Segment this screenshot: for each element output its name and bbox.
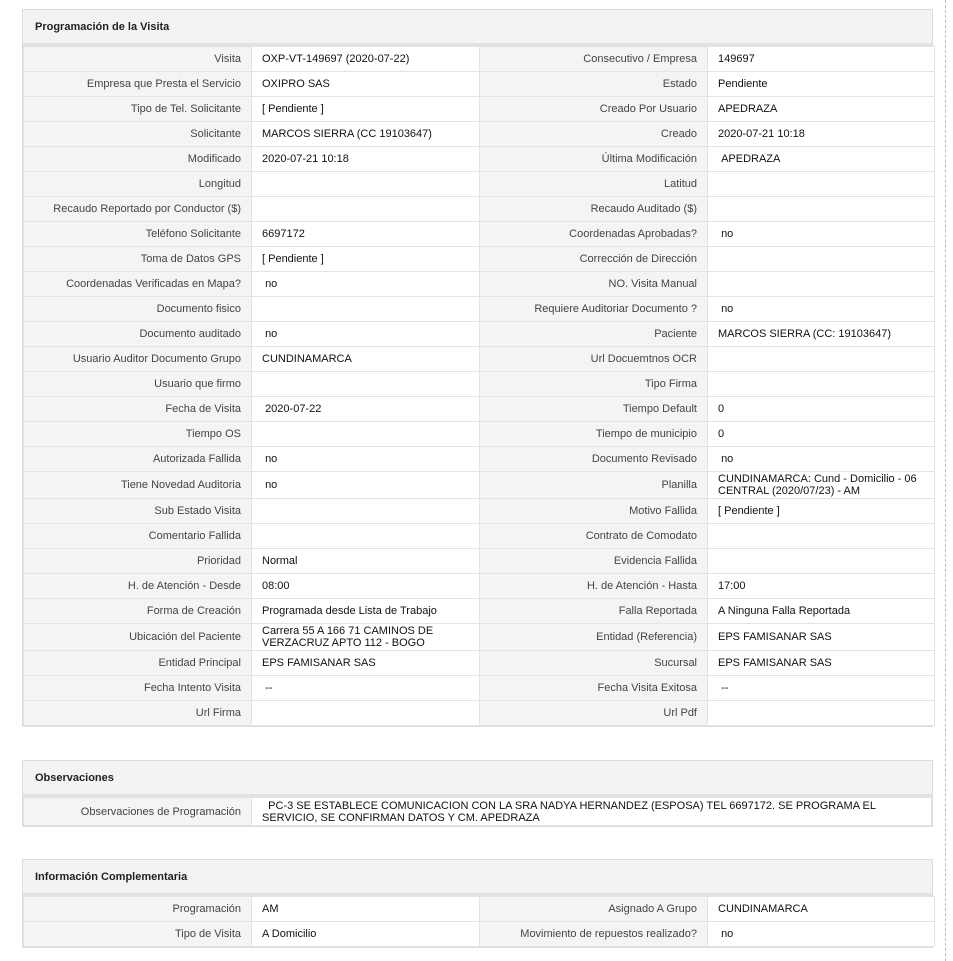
table-row xyxy=(24,651,935,676)
field-label: Paciente xyxy=(480,322,708,347)
field-value: -- xyxy=(708,676,935,701)
field-label: Contrato de Comodato xyxy=(480,524,708,549)
field-label: Toma de Datos GPS xyxy=(24,247,252,272)
table-row xyxy=(24,922,935,947)
field-label: Coordenadas Verificadas en Mapa? xyxy=(24,272,252,297)
field-label: Autorizada Fallida xyxy=(24,447,252,472)
field-value xyxy=(708,347,935,372)
field-value xyxy=(252,499,480,524)
field-label: Tipo de Visita xyxy=(24,922,252,947)
observaciones-table xyxy=(23,797,932,826)
field-label: Ubicación del Paciente xyxy=(24,624,252,651)
field-label: Entidad (Referencia) xyxy=(480,624,708,651)
field-label: Requiere Auditoriar Documento ? xyxy=(480,297,708,322)
field-value: no xyxy=(252,322,480,347)
field-value xyxy=(252,422,480,447)
field-label: Coordenadas Aprobadas? xyxy=(480,222,708,247)
observaciones-panel xyxy=(22,760,933,827)
field-value: no xyxy=(708,222,935,247)
field-value xyxy=(252,172,480,197)
table-row xyxy=(24,147,935,172)
field-label: Tiempo Default xyxy=(480,397,708,422)
field-label: Url Docuemtnos OCR xyxy=(480,347,708,372)
field-value: no xyxy=(708,447,935,472)
field-value: Carrera 55 A 166 71 CAMINOS DE VERZACRUZ APTO 112 - BOGO xyxy=(252,624,480,651)
field-label: Programación xyxy=(24,897,252,922)
table-row xyxy=(24,798,932,826)
field-label: Falla Reportada xyxy=(480,599,708,624)
field-label: Entidad Principal xyxy=(24,651,252,676)
table-row xyxy=(24,524,935,549)
field-label: Prioridad xyxy=(24,549,252,574)
table-row xyxy=(24,47,935,72)
field-label: Fecha Visita Exitosa xyxy=(480,676,708,701)
field-label: Documento fisico xyxy=(24,297,252,322)
field-label: Documento Revisado xyxy=(480,447,708,472)
field-label: Creado Por Usuario xyxy=(480,97,708,122)
table-row xyxy=(24,897,935,922)
field-value: -- xyxy=(252,676,480,701)
field-value: 6697172 xyxy=(252,222,480,247)
field-label: Tiempo de municipio xyxy=(480,422,708,447)
field-value: CUNDINAMARCA xyxy=(252,347,480,372)
field-value: Pendiente xyxy=(708,72,935,97)
table-row xyxy=(24,574,935,599)
field-label: Visita xyxy=(24,47,252,72)
table-row xyxy=(24,347,935,372)
field-value xyxy=(708,701,935,726)
field-value xyxy=(708,549,935,574)
field-value: OXIPRO SAS xyxy=(252,72,480,97)
table-row xyxy=(24,472,935,499)
field-value: MARCOS SIERRA (CC: 19103647) xyxy=(708,322,935,347)
field-value xyxy=(252,372,480,397)
observaciones-label: Observaciones de Programación xyxy=(24,798,252,826)
table-row xyxy=(24,297,935,322)
table-row xyxy=(24,72,935,97)
programacion-table xyxy=(23,46,935,726)
field-value: APEDRAZA xyxy=(708,147,935,172)
field-value xyxy=(708,172,935,197)
field-label: Estado xyxy=(480,72,708,97)
table-row xyxy=(24,624,935,651)
field-label: Tipo Firma xyxy=(480,372,708,397)
table-row xyxy=(24,701,935,726)
field-label: Usuario que firmo xyxy=(24,372,252,397)
field-value: OXP-VT-149697 (2020-07-22) xyxy=(252,47,480,72)
field-value xyxy=(252,197,480,222)
observaciones-value: PC-3 SE ESTABLECE COMUNICACION CON LA SRA NADYA HERNANDEZ (ESPOSA) TEL 6697172. SE PROGRAMA EL SERVICIO, SE CONFIRMAN DATOS Y CM. APEDRAZA xyxy=(252,798,932,826)
field-value: MARCOS SIERRA (CC 19103647) xyxy=(252,122,480,147)
field-label: Empresa que Presta el Servicio xyxy=(24,72,252,97)
field-value xyxy=(252,701,480,726)
field-value: CUNDINAMARCA xyxy=(708,897,935,922)
field-value: no xyxy=(252,272,480,297)
field-value: no xyxy=(252,472,480,499)
field-label: Consecutivo / Empresa xyxy=(480,47,708,72)
complementaria-table xyxy=(23,896,935,947)
table-row xyxy=(24,122,935,147)
field-value xyxy=(708,247,935,272)
field-value xyxy=(252,297,480,322)
field-value: APEDRAZA xyxy=(708,97,935,122)
field-label: H. de Atención - Hasta xyxy=(480,574,708,599)
field-label: Creado xyxy=(480,122,708,147)
field-label: NO. Visita Manual xyxy=(480,272,708,297)
table-row xyxy=(24,247,935,272)
field-value xyxy=(708,372,935,397)
field-value: A Domicilio xyxy=(252,922,480,947)
complementaria-title: Información Complementaria xyxy=(23,860,932,896)
field-value: no xyxy=(708,297,935,322)
field-value: 0 xyxy=(708,397,935,422)
field-value: 17:00 xyxy=(708,574,935,599)
field-label: Asignado A Grupo xyxy=(480,897,708,922)
field-value: CUNDINAMARCA: Cund - Domicilio - 06 CENTRAL (2020/07/23) - AM xyxy=(708,472,935,499)
field-label: Tiene Novedad Auditoria xyxy=(24,472,252,499)
field-label: Modificado xyxy=(24,147,252,172)
page-edge-dashed-line xyxy=(945,0,946,961)
field-label: Movimiento de repuestos realizado? xyxy=(480,922,708,947)
field-label: Evidencia Fallida xyxy=(480,549,708,574)
field-label: Teléfono Solicitante xyxy=(24,222,252,247)
field-label: Sucursal xyxy=(480,651,708,676)
field-value xyxy=(708,524,935,549)
field-label: Tipo de Tel. Solicitante xyxy=(24,97,252,122)
field-label: Motivo Fallida xyxy=(480,499,708,524)
field-label: Solicitante xyxy=(24,122,252,147)
field-value: 149697 xyxy=(708,47,935,72)
field-value: Normal xyxy=(252,549,480,574)
field-value: 2020-07-22 xyxy=(252,397,480,422)
field-value: EPS FAMISANAR SAS xyxy=(708,624,935,651)
field-label: Longitud xyxy=(24,172,252,197)
field-value: A Ninguna Falla Reportada xyxy=(708,599,935,624)
field-value xyxy=(708,197,935,222)
table-row xyxy=(24,422,935,447)
table-row xyxy=(24,322,935,347)
table-row xyxy=(24,97,935,122)
field-value: no xyxy=(252,447,480,472)
field-value: 2020-07-21 10:18 xyxy=(708,122,935,147)
table-row xyxy=(24,272,935,297)
field-label: Recaudo Auditado ($) xyxy=(480,197,708,222)
table-row xyxy=(24,447,935,472)
field-label: Fecha de Visita xyxy=(24,397,252,422)
table-row xyxy=(24,222,935,247)
field-label: H. de Atención - Desde xyxy=(24,574,252,599)
field-value: 08:00 xyxy=(252,574,480,599)
table-row xyxy=(24,197,935,222)
field-value: 0 xyxy=(708,422,935,447)
table-row xyxy=(24,499,935,524)
observaciones-title: Observaciones xyxy=(23,761,932,797)
field-value: EPS FAMISANAR SAS xyxy=(252,651,480,676)
table-row xyxy=(24,397,935,422)
field-value: EPS FAMISANAR SAS xyxy=(708,651,935,676)
field-value: [ Pendiente ] xyxy=(252,247,480,272)
field-label: Url Pdf xyxy=(480,701,708,726)
field-label: Última Modificación xyxy=(480,147,708,172)
table-row xyxy=(24,372,935,397)
field-value xyxy=(708,272,935,297)
field-value: 2020-07-21 10:18 xyxy=(252,147,480,172)
field-label: Recaudo Reportado por Conductor ($) xyxy=(24,197,252,222)
field-value: Programada desde Lista de Trabajo xyxy=(252,599,480,624)
complementaria-panel xyxy=(22,859,933,948)
table-row xyxy=(24,172,935,197)
field-label: Tiempo OS xyxy=(24,422,252,447)
field-label: Comentario Fallida xyxy=(24,524,252,549)
field-label: Planilla xyxy=(480,472,708,499)
field-label: Url Firma xyxy=(24,701,252,726)
programacion-title: Programación de la Visita xyxy=(23,10,932,46)
field-label: Latitud xyxy=(480,172,708,197)
field-value: AM xyxy=(252,897,480,922)
field-label: Forma de Creación xyxy=(24,599,252,624)
field-label: Fecha Intento Visita xyxy=(24,676,252,701)
field-label: Corrección de Dirección xyxy=(480,247,708,272)
table-row xyxy=(24,676,935,701)
field-value: [ Pendiente ] xyxy=(708,499,935,524)
field-value: [ Pendiente ] xyxy=(252,97,480,122)
field-value: no xyxy=(708,922,935,947)
field-label: Documento auditado xyxy=(24,322,252,347)
field-label: Usuario Auditor Documento Grupo xyxy=(24,347,252,372)
table-row xyxy=(24,549,935,574)
field-value xyxy=(252,524,480,549)
field-label: Sub Estado Visita xyxy=(24,499,252,524)
programacion-panel xyxy=(22,9,933,727)
table-row xyxy=(24,599,935,624)
